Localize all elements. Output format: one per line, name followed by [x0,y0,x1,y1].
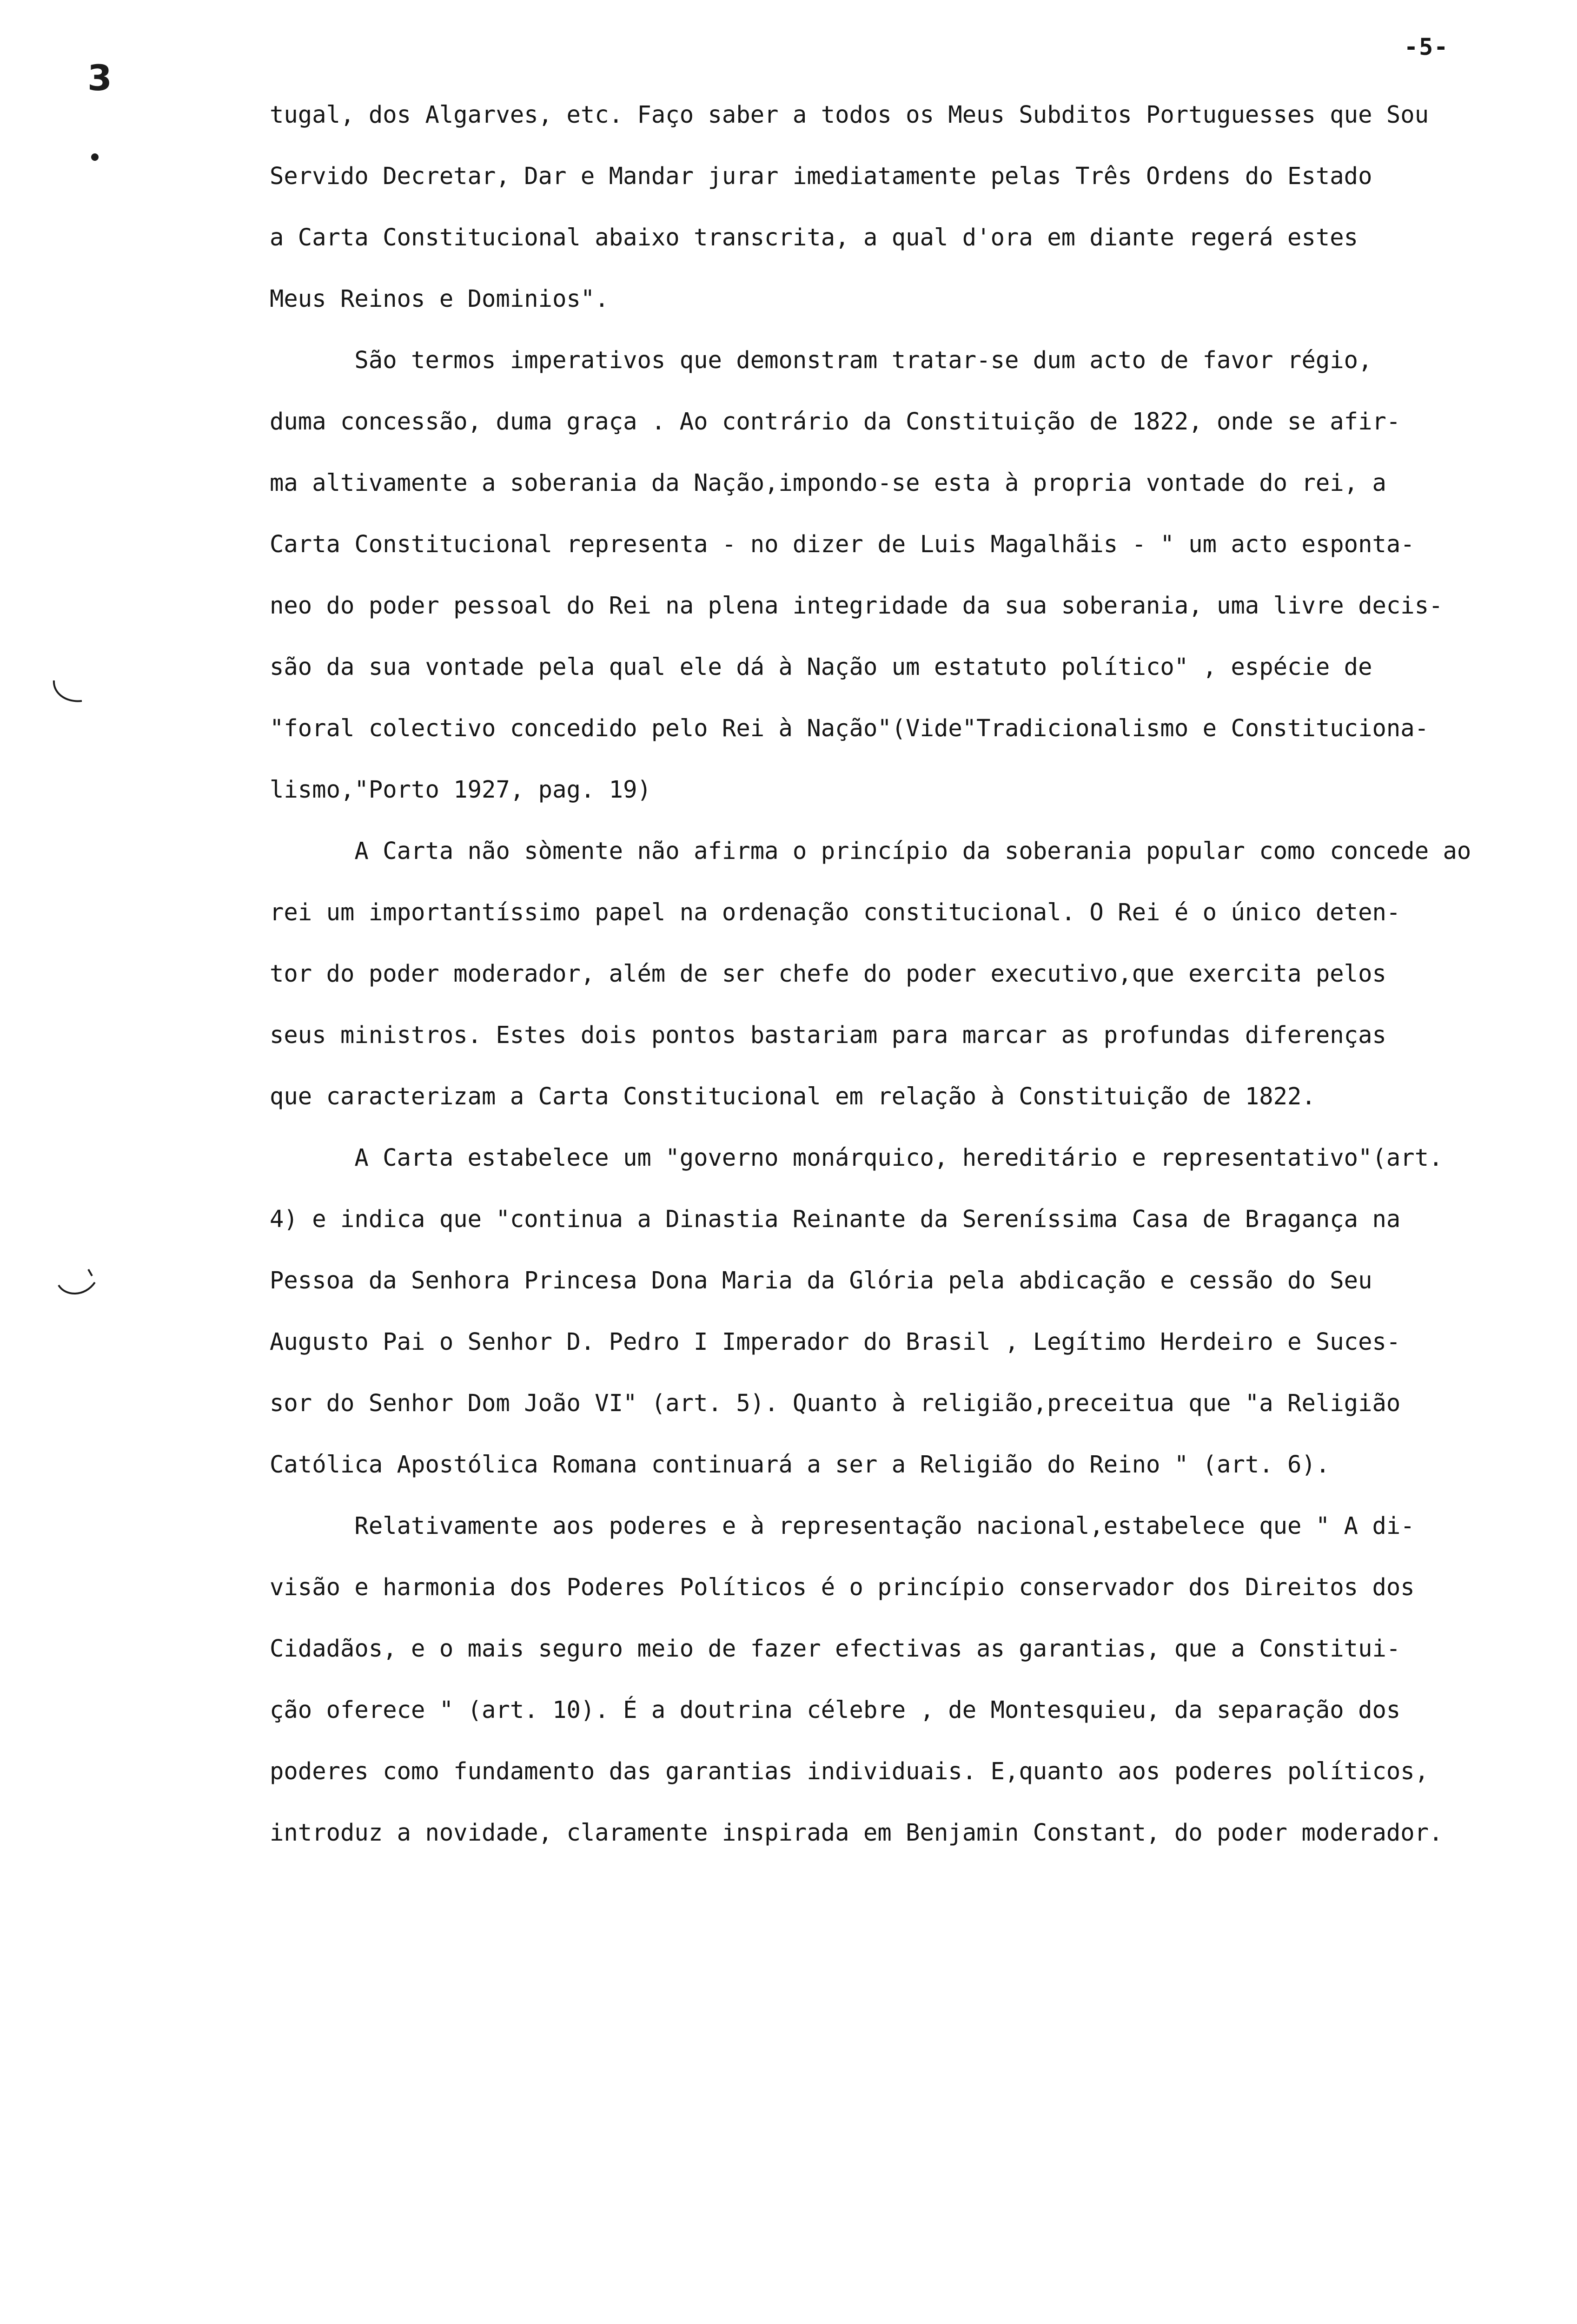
margin-dot-mark [91,153,99,161]
text-line: tor do poder moderador, além de ser chefe do poder executivo,que exercita pelos [270,960,1386,987]
text-line: são da sua vontade pela qual ele dá à Nação um estatuto político" , espécie de [270,653,1372,680]
punch-hole-mark [51,679,85,706]
text-line: a Carta Constitucional abaixo transcrita, a qual d'ora em diante regerá estes [270,224,1358,251]
text-line: seus ministros. Estes dois pontos bastariam para marcar as profundas diferenças [270,1021,1386,1049]
text-line: sor do Senhor Dom João VI" (art. 5). Quanto à religião,preceitua que "a Religião [270,1389,1401,1417]
text-line: Carta Constitucional representa - no dizer de Luis Magalhãis - " um acto esponta- [270,530,1415,558]
text-line: Meus Reinos e Dominios". [270,285,609,312]
text-line: 4) e indica que "continua a Dinastia Reinante da Sereníssima Casa de Bragança na [270,1205,1401,1233]
text-line: A Carta estabelece um "governo monárquico, hereditário e representativo"(art. [270,1144,1443,1171]
text-line: A Carta não sòmente não afirma o princípio da soberania popular como concede ao [270,837,1471,865]
text-line: que caracterizam a Carta Constitucional em relação à Constituição de 1822. [270,1083,1316,1110]
text-line: neo do poder pessoal do Rei na plena integridade da sua soberania, uma livre decis- [270,592,1443,619]
text-line: Cidadãos, e o mais seguro meio de fazer efectivas as garantias, que a Constitui- [270,1635,1401,1662]
text-line: Católica Apostólica Romana continuará a ser a Religião do Reino " (art. 6). [270,1451,1330,1478]
text-line: ma altivamente a soberania da Nação,impondo-se esta à propria vontade do rei, a [270,469,1386,496]
text-line: ção oferece " (art. 10). É a doutrina célebre , de Montesquieu, da separação dos [270,1696,1401,1723]
text-line: Servido Decretar, Dar e Mandar jurar imediatamente pelas Três Ordens do Estado [270,162,1372,190]
margin-handwritten-mark: 3 [87,57,112,99]
text-line: Augusto Pai o Senhor D. Pedro I Imperador do Brasil , Legítimo Herdeiro e Suces- [270,1328,1401,1355]
punch-hole-mark [56,1267,98,1299]
text-line: Relativamente aos poderes e à representação nacional,estabelece que " A di- [270,1512,1415,1539]
text-line: visão e harmonia dos Poderes Políticos é o princípio conservador dos Direitos dos [270,1573,1415,1601]
text-line: poderes como fundamento das garantias individuais. E,quanto aos poderes políticos, [270,1757,1429,1785]
text-line: São termos imperativos que demonstram tratar-se dum acto de favor régio, [270,346,1372,374]
text-line: "foral colectivo concedido pelo Rei à Nação"(Vide"Tradicionalismo e Constituciona- [270,714,1429,742]
text-line: rei um importantíssimo papel na ordenação constitucional. O Rei é o único deten- [270,898,1401,926]
text-line: Pessoa da Senhora Princesa Dona Maria da Glória pela abdicação e cessão do Seu [270,1267,1372,1294]
text-line: introduz a novidade, claramente inspirada em Benjamin Constant, do poder moderador. [270,1819,1443,1846]
text-line: duma concessão, duma graça . Ao contrário da Constituição de 1822, onde se afir- [270,408,1401,435]
text-line: tugal, dos Algarves, etc. Faço saber a todos os Meus Subditos Portuguesses que Sou [270,101,1429,128]
page-number: -5- [1404,33,1449,60]
text-line: lismo,"Porto 1927, pag. 19) [270,776,651,803]
